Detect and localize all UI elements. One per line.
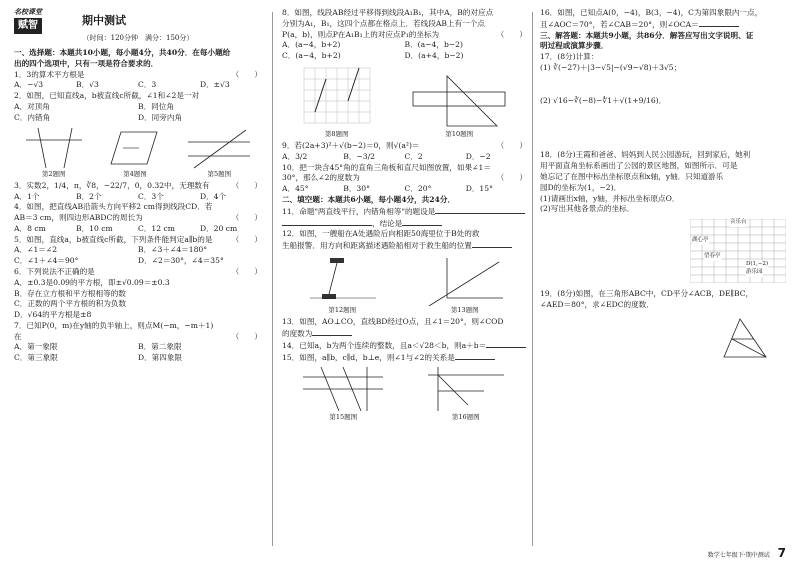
- q5-options: A．∠1＝∠2 B．∠3＋∠4＝180°: [14, 245, 208, 255]
- q9-options: A．3/2 B．−3/2 C．2 D．−2: [282, 151, 491, 161]
- q4-options: A．8 cm B．10 cm C．12 cm D．20 cm: [14, 223, 238, 233]
- figure-q5: 第5题图: [186, 126, 252, 179]
- middle-column: [282, 8, 527, 425]
- question-7: 7．已知P(0，m)在y轴的负半轴上，则点M(−m，−m＋1): [14, 320, 214, 330]
- column-divider: [272, 12, 273, 546]
- q10-options: A．45° B．30° C．20° D．15°: [282, 184, 493, 194]
- figure-q15: 第15题图: [301, 365, 385, 422]
- question-19: 19．(8分)如图，在三角形ABC中，CD平分∠ACB，DE∥BC，: [540, 289, 754, 299]
- q3-options: A．1个 B．2个 C．3个 D．4个: [14, 191, 227, 201]
- question-18-cont: 她忘记了在图中标出坐标原点和x轴，y轴．只知道游乐: [540, 172, 724, 182]
- exam-meta: （时间：120分钟 满分：150分）: [82, 34, 194, 43]
- q18-part-2: (2)写出其他各景点的坐标．: [540, 204, 635, 214]
- page-footer: [708, 546, 786, 560]
- section-heading-2: 二、填空题：本题共6小题，每小题4分，共24分．: [282, 195, 456, 205]
- question-2: 2．如图，已知直线a，b被直线c所截，∠1和∠2是一对: [14, 91, 200, 101]
- map-label-pavilion: 湖心亭: [692, 237, 709, 244]
- question-8-cont: P(a，b)，则点P在A₁B₁上的对应点P₁的坐标为 （ ）: [282, 29, 527, 39]
- question-18: 18．(8分)王霞和爸爸、妈妈到人民公园游玩，回到家后，她利: [540, 150, 751, 160]
- question-11-cont: ，结论是: [282, 218, 527, 230]
- answer-blank[interactable]: [402, 218, 442, 226]
- question-9: 9．若(2a+3)²＋√(b−2)＝0，则√(a²)＝ （ ）: [282, 141, 527, 151]
- section-heading-3-cont: 明过程或演算步骤．: [540, 41, 609, 51]
- question-18-cont: 用平面直角坐标系画出了公园的景区地图，如图所示．可是: [540, 161, 738, 171]
- question-11: 11．命题"两直线平行，内错角相等"的题设是: [282, 206, 527, 218]
- question-13: 13．如图，AO⊥CO，直线BD经过O点，且∠1＝20°，则∠COD: [282, 317, 504, 327]
- figures-row-1: [14, 126, 262, 179]
- map-label-d: D(1,−2): [746, 261, 769, 268]
- q7-options: C．第三象限 D．第四象限: [14, 353, 183, 363]
- footer-text: 数学七年级下·期中测试: [707, 552, 770, 559]
- figure-q2: 第2题图: [24, 126, 84, 179]
- question-12-cont: 生船报警．用方向和距离描述遇险船相对于救生船的位置: [282, 240, 527, 252]
- question-6: 6．下列说法不正确的是 （ ）: [14, 267, 262, 276]
- figure-q13: 第13题图: [423, 254, 507, 315]
- map-label-wangchun: 望春亭: [704, 253, 721, 260]
- question-15: 15．如图，a∥b，c∥d，b⊥e，则∠1与∠2的关系是: [282, 352, 527, 364]
- q17-part-1: (1) ∛(−27)＋|3−√5|−(√9−√8)＋3√5；: [540, 62, 682, 72]
- figure-q10: 第10题图: [409, 70, 509, 139]
- question-5: 5．如图，直线a，b被直线c所截，下列条件能判定a∥b的是 （ ）: [14, 234, 262, 244]
- question-13-cont: 的度数为: [282, 328, 527, 340]
- figures-row-4: [282, 365, 527, 422]
- answer-blank[interactable]: [312, 328, 352, 336]
- question-1: 1．3的算术平方根是 （ ）: [14, 69, 262, 79]
- section-heading: 一、选择题：本题共10小题，每小题4分，共40分．在每小题给: [14, 48, 231, 58]
- figure-q8: 第8题图: [300, 64, 374, 139]
- question-4-cont: AB＝3 cm，则四边形ABDC的周长为 （ ）: [14, 213, 262, 223]
- question-8: 8．如图，线段AB经过平移得到线段A₁B₁，其中A，B的对应点: [282, 8, 494, 17]
- q2-options: C．内错角 D．同旁内角: [14, 112, 183, 122]
- question-18-cont: 园D的坐标为(1，−2)．: [540, 182, 622, 192]
- answer-blank[interactable]: [455, 352, 495, 360]
- column-divider: [532, 12, 533, 546]
- question-7-cont: 在 （ ）: [14, 331, 262, 341]
- map-label-park: 游乐园: [746, 269, 763, 276]
- question-16: 16．如图，已知点A(0，−4)，B(3，−4)，C为第四象限内一点，: [540, 8, 763, 17]
- q17-part-2: (2) √16−∛(−8)−∜1＋√(1+9/16)．: [540, 95, 667, 105]
- q6-option-a: A．±0.3是0.09的平方根，即±√0.09＝±0.3: [14, 277, 170, 287]
- q7-options: A．第一象限 B．第二象限: [14, 342, 182, 352]
- right-column: [540, 8, 788, 363]
- answer-blank[interactable]: [486, 340, 526, 348]
- q8-options: C．(a−4，b+2) D．(a+4，b−2): [282, 51, 464, 61]
- figure-q12: 第12题图: [302, 254, 382, 315]
- q6-option-d: D．√64的平方根是±8: [14, 310, 92, 320]
- q5-options: C．∠1＋∠4＝90° D．∠2＝30°，∠4＝35°: [14, 256, 224, 266]
- question-10: 10．把一块含45°角的直角三角板和直尺如图放置，如果∠1＝: [282, 162, 491, 172]
- figure-q4: 第4题图: [103, 126, 167, 179]
- left-column: [14, 8, 262, 364]
- logo: 名校课堂 赋智: [14, 8, 42, 34]
- question-4: 4．如图，把直线AB沿箭头方向平移2 cm得到线段CD．若: [14, 202, 213, 212]
- figures-row-2: [282, 64, 527, 139]
- question-19-cont: ∠AED＝80°，求∠EDC的度数．: [540, 299, 654, 309]
- answer-blank[interactable]: [435, 206, 525, 214]
- question-14: 14．已知a，b为两个连续的整数，且a＜√28＜b，则a＋b＝: [282, 340, 527, 352]
- q6-option-b: B．存在立方根和平方根相等的数: [14, 288, 126, 298]
- question-8-cont: 分别为A₁，B₁，这四个点都在格点上．若线段AB上有一个点: [282, 18, 485, 28]
- answer-blank[interactable]: [282, 218, 372, 226]
- section-heading-cont: 出的四个选项中，只有一项是符合要求的．: [14, 58, 159, 68]
- q1-options: A．−√3 B．√3 C．3 D．±√3: [14, 80, 230, 90]
- park-map-figure: [690, 219, 786, 283]
- question-16-cont: 且∠AOC＝70°，若∠CAB＝20°，则∠OCA＝: [540, 19, 788, 31]
- section-heading-3: 三、解答题：本题共9小题，共86分．解答应写出文字说明、证: [540, 30, 754, 40]
- question-10-cont: 30°，那么∠2的度数为 （ ）: [282, 173, 527, 183]
- page-number: 7: [777, 546, 786, 560]
- question-12: 12．如图，一艘船在A处遇险后向相距50海里位于B处的救: [282, 229, 480, 239]
- answer-blank[interactable]: [472, 240, 512, 248]
- figure-q19: [720, 317, 788, 363]
- map-label-music: 音乐台: [730, 219, 747, 226]
- q18-part-1: (1)请画出x轴，y轴，并标出坐标原点O．: [540, 193, 680, 203]
- q8-options: A．(a−4，b+2) B．(a−4，b−2): [282, 40, 463, 50]
- question-17: 17．(8分)计算：: [540, 52, 599, 62]
- figure-q16: 第16题图: [424, 365, 508, 422]
- figures-row-3: [282, 254, 527, 315]
- q2-options: A．对顶角 B．同位角: [14, 101, 174, 111]
- q6-option-c: C．正数的两个平方根的积为负数: [14, 299, 127, 309]
- page-title: 期中测试: [82, 14, 126, 28]
- question-3: 3．实数2，1/4，π，∛8，−22/7，0，0.32中，无理数有 （ ）: [14, 180, 262, 190]
- answer-blank[interactable]: [699, 19, 739, 27]
